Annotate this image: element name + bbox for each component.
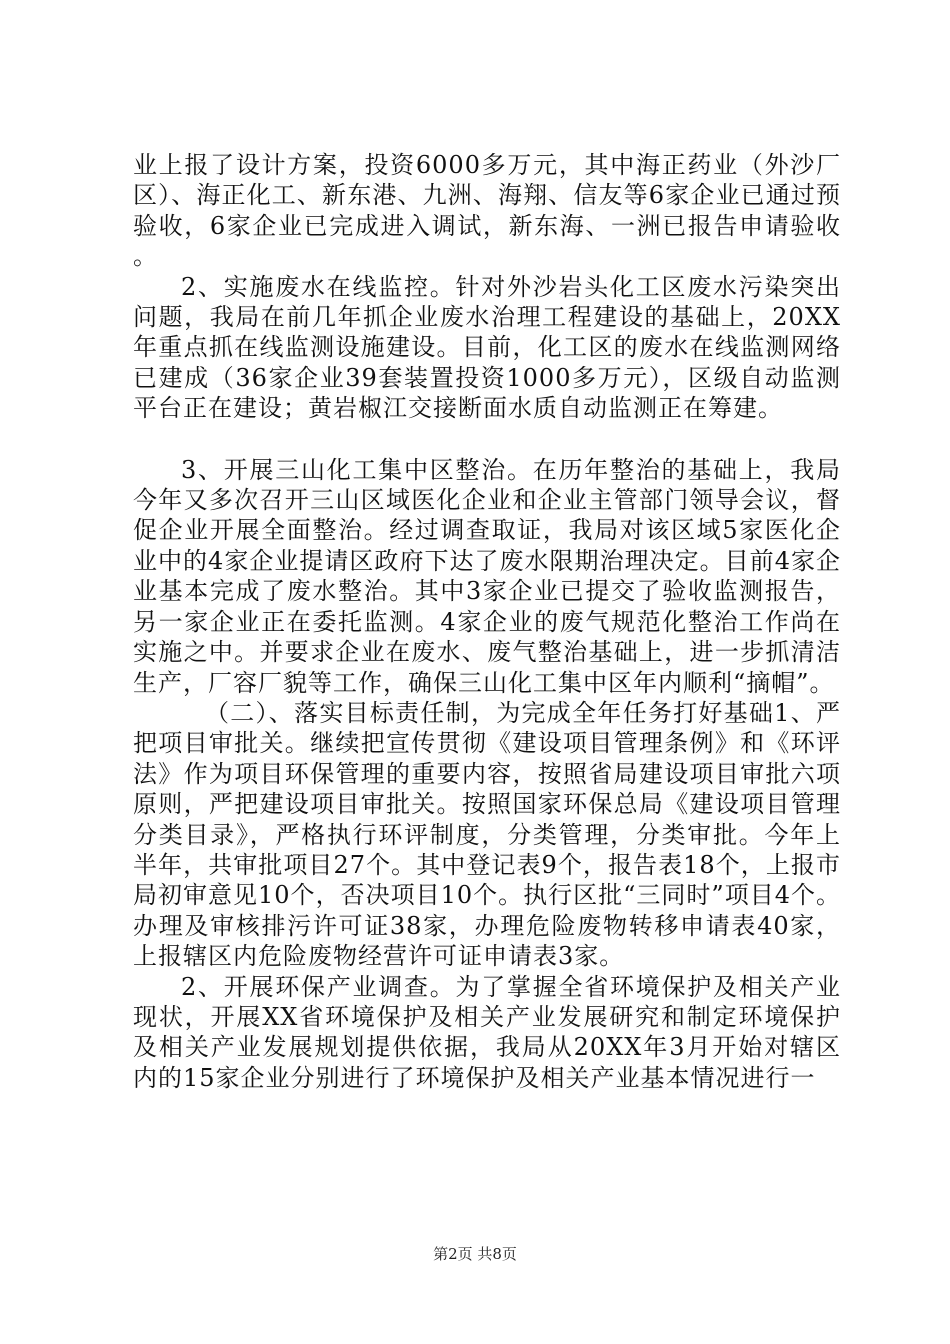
- paragraph-target-responsibility: （二）、落实目标责任制，为完成全年任务打好基础1、严把项目审批关。继续把宣传贯彻《建设项目管理条例》和《环评法》作为项目环保管理的重要内容，按照省局建设项目审批六项原则，严把建设项目审批关。按照国家环保总局《建设项目管理分类目录》，严格执行环评制度，分类管理，分类审批。今年上半年，共审批项目27个。其中登记表9个，报告表18个，上报市局初审意见10个，否决项目10个。执行区批“三同时”项目4个。办理及审核排污许可证38家，办理危险废物转移申请表40家，上报辖区内危险废物经营许可证申请表3家。: [133, 698, 841, 971]
- paragraph-sanshan-rectification: 3、开展三山化工集中区整治。在历年整治的基础上，我局今年又多次召开三山区域医化企业和企业主管部门领导会议，督促企业开展全面整治。经过调查取证，我局对该区域5家医化企业中的4家企业提请区政府下达了废水限期治理决定。目前4家企业基本完成了废水整治。其中3家企业已提交了验收监测报告，另一家企业正在委托监测。4家企业的废气规范化整治工作尚在实施之中。并要求企业在废水、废气整治基础上，进一步抓清洁生产，厂容厂貌等工作，确保三山化工集中区年内顺利“摘帽”。: [133, 455, 841, 697]
- page-number-footer: 第2页 共8页: [433, 1245, 517, 1263]
- document-body: [133, 150, 841, 1093]
- paragraph-industry-survey: 2、开展环保产业调查。为了掌握全省环境保护及相关产业现状，开展XX省环境保护及相关产业发展研究和制定环境保护及相关产业发展规划提供依据，我局从20XX年3月开始对辖区内的15家企业分别进行了环境保护及相关产业基本情况进行一: [133, 972, 841, 1092]
- paragraph-wastewater-monitoring: 2、实施废水在线监控。针对外沙岩头化工区废水污染突出问题，我局在前几年抓企业废水治理工程建设的基础上，20XX年重点抓在线监测设施建设。目前，化工区的废水在线监测网络已建成（36家企业39套装置投资1000多万元），区级自动监测平台正在建设；黄岩椒江交接断面水质自动监测正在筹建。: [133, 272, 841, 423]
- paragraph-continuation: 业上报了设计方案，投资6000多万元，其中海正药业（外沙厂区）、海正化工、新东港、九洲、海翔、信友等6家企业已通过预验收，6家企业已完成进入调试，新东海、一洲已报告申请验收。: [133, 151, 841, 271]
